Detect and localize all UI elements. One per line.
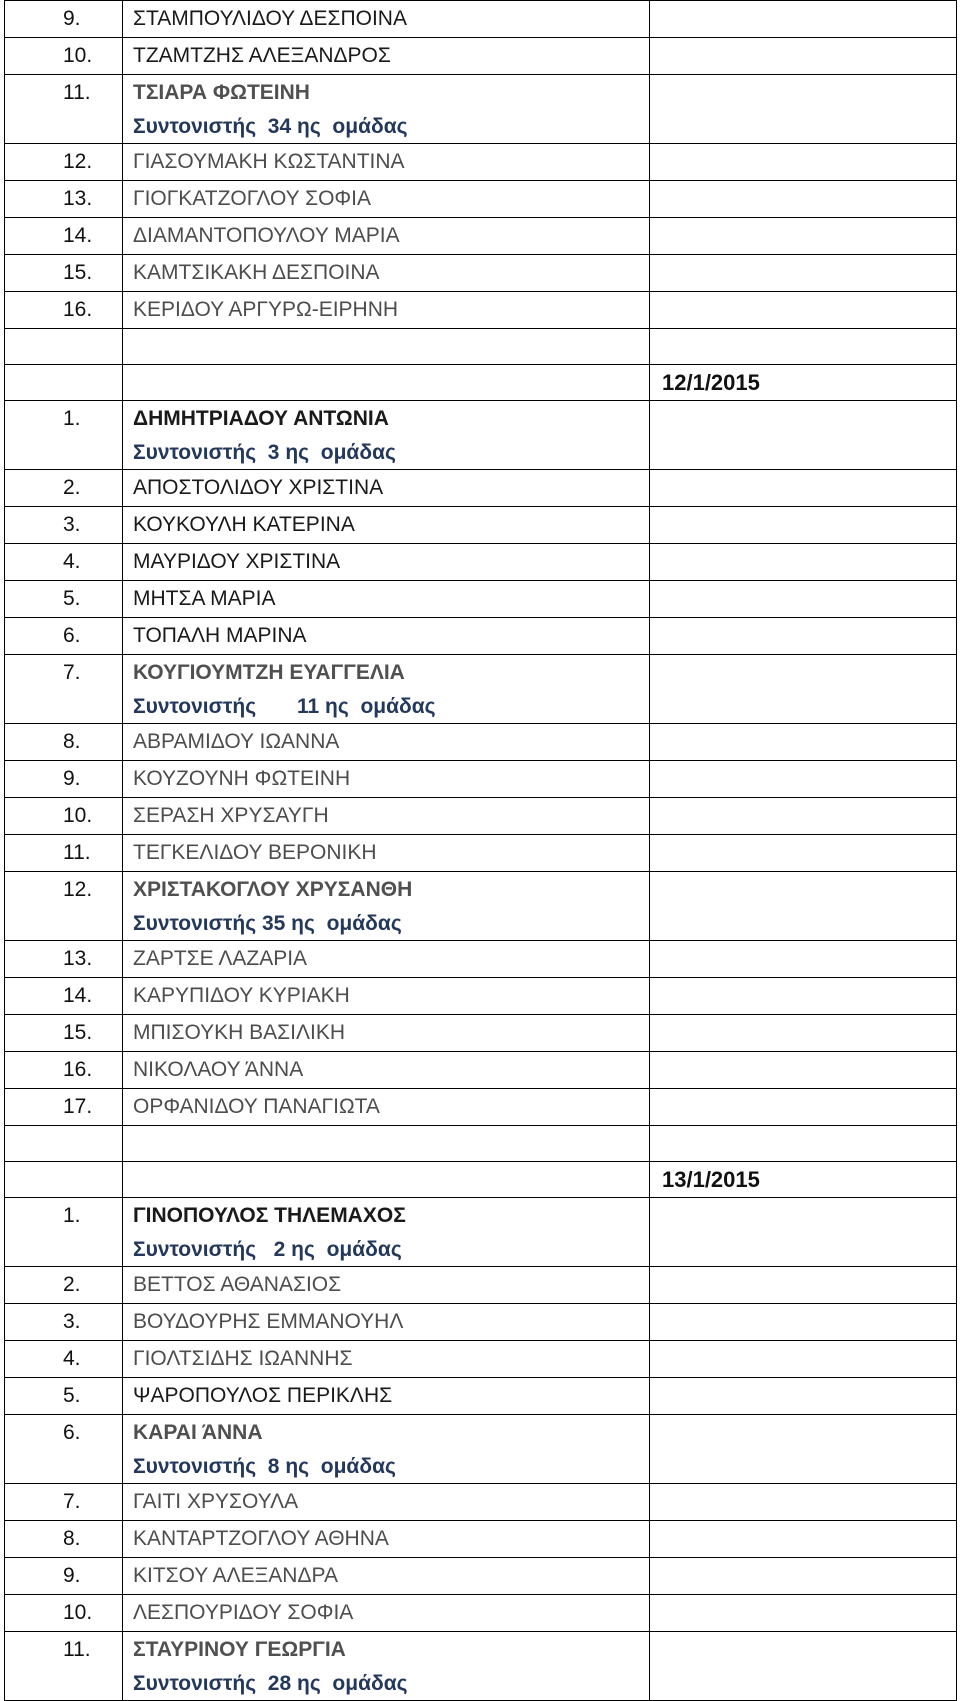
empty-cell xyxy=(650,1378,957,1415)
group-number: 34 xyxy=(267,115,292,138)
group-ordinal-suffix: ης xyxy=(285,1455,310,1478)
row-number: 2. xyxy=(5,1267,123,1304)
row-number: 7. xyxy=(5,655,123,724)
person-name: ΓΙΑΣΟΥΜΑΚΗ ΚΩΣΤΑΝΤΙΝΑ xyxy=(123,144,650,181)
member-row xyxy=(5,507,957,544)
empty-cell xyxy=(650,1484,957,1521)
spacer-row xyxy=(5,1126,957,1162)
row-number: 1. xyxy=(5,1198,123,1267)
empty-cell xyxy=(650,507,957,544)
coordinator-label xyxy=(133,908,649,940)
row-number: 16. xyxy=(5,292,123,329)
person-name: ΚΕΡΙΔΟΥ ΑΡΓΥΡΩ-ΕΙΡΗΝΗ xyxy=(123,292,650,329)
member-row xyxy=(5,544,957,581)
empty-cell xyxy=(650,1304,957,1341)
coordinator-label xyxy=(133,1451,649,1483)
member-row xyxy=(5,1,957,38)
person-name: ΓΙΝΟΠΟΥΛΟΣ ΤΗΛΕΜΑΧΟΣ xyxy=(133,1204,406,1227)
person-name: ΣΕΡΑΣΗ ΧΡΥΣΑΥΓΗ xyxy=(123,798,650,835)
member-row xyxy=(5,181,957,218)
member-row xyxy=(5,835,957,872)
row-number: 8. xyxy=(5,724,123,761)
row-number: 5. xyxy=(5,581,123,618)
empty-cell xyxy=(650,581,957,618)
row-number: 17. xyxy=(5,1089,123,1126)
empty-cell xyxy=(650,329,957,365)
group-ordinal-suffix: ης xyxy=(285,441,310,464)
coordinator-row xyxy=(5,1415,957,1484)
empty-cell xyxy=(650,255,957,292)
empty-cell xyxy=(650,1089,957,1126)
member-row xyxy=(5,292,957,329)
attendance-schedule-sheet xyxy=(4,0,957,1701)
person-name: ΑΒΡΑΜΙΔΟΥ ΙΩΑΝΝΑ xyxy=(123,724,650,761)
schedule-table xyxy=(4,0,957,1701)
group-word: ομάδας xyxy=(360,695,436,718)
person-name: ΧΡΙΣΤΑΚΟΓΛΟΥ ΧΡΥΣΑΝΘΗ xyxy=(133,878,413,901)
person-name: ΛΕΣΠΟΥΡΙΔΟΥ ΣΟΦΙΑ xyxy=(123,1595,650,1632)
coordinator-row xyxy=(5,1198,957,1267)
empty-cell xyxy=(650,618,957,655)
group-ordinal-suffix: ης xyxy=(325,695,349,718)
row-number: 11. xyxy=(5,1632,123,1701)
empty-cell xyxy=(650,181,957,218)
member-row xyxy=(5,581,957,618)
row-number: 12. xyxy=(5,144,123,181)
person-name: ΓΑΙΤΙ ΧΡΥΣΟΥΛΑ xyxy=(123,1484,650,1521)
empty-cell xyxy=(123,1126,650,1162)
empty-cell xyxy=(650,144,957,181)
group-number: 35 xyxy=(261,912,286,935)
member-row xyxy=(5,1521,957,1558)
empty-cell xyxy=(650,798,957,835)
empty-cell xyxy=(650,1521,957,1558)
coordinator-cell xyxy=(123,872,650,941)
row-number: 2. xyxy=(5,470,123,507)
empty-cell xyxy=(650,218,957,255)
coordinator-label xyxy=(133,1234,649,1266)
person-name: ΓΙΟΓΚΑΤΖΟΓΛΟΥ ΣΟΦΙΑ xyxy=(123,181,650,218)
person-name: ΚΑΡΑΙ ΆΝΝΑ xyxy=(133,1421,263,1444)
empty-cell xyxy=(5,1162,123,1198)
member-row xyxy=(5,941,957,978)
coordinator-role: Συντονιστής xyxy=(133,912,257,935)
empty-cell xyxy=(5,329,123,365)
group-number: 28 xyxy=(267,1672,292,1695)
empty-cell xyxy=(650,1,957,38)
group-ordinal-suffix: ης xyxy=(297,1672,321,1695)
coordinator-label xyxy=(133,691,649,723)
member-row xyxy=(5,1267,957,1304)
member-row xyxy=(5,144,957,181)
schedule-table-body xyxy=(5,1,957,1701)
row-number: 5. xyxy=(5,1378,123,1415)
member-row xyxy=(5,798,957,835)
row-number: 11. xyxy=(5,835,123,872)
coordinator-label xyxy=(133,437,649,469)
row-number: 13. xyxy=(5,941,123,978)
member-row xyxy=(5,470,957,507)
member-row xyxy=(5,618,957,655)
row-number: 6. xyxy=(5,1415,123,1484)
coordinator-row xyxy=(5,1632,957,1701)
empty-cell xyxy=(650,1126,957,1162)
empty-cell xyxy=(650,941,957,978)
coordinator-role: Συντονιστής xyxy=(133,1672,257,1695)
member-row xyxy=(5,218,957,255)
person-name: ΚΑΝΤΑΡΤΖΟΓΛΟΥ ΑΘΗΝΑ xyxy=(123,1521,650,1558)
group-number: 3 xyxy=(267,441,280,464)
row-number: 8. xyxy=(5,1521,123,1558)
empty-cell xyxy=(650,1052,957,1089)
member-row xyxy=(5,1089,957,1126)
session-date: 13/1/2015 xyxy=(650,1162,957,1198)
coordinator-label xyxy=(133,1668,649,1700)
person-name: ΚΑΜΤΣΙΚΑΚΗ ΔΕΣΠΟΙΝΑ xyxy=(123,255,650,292)
person-name: ΟΡΦΑΝΙΔΟΥ ΠΑΝΑΓΙΩΤΑ xyxy=(123,1089,650,1126)
row-number: 15. xyxy=(5,1015,123,1052)
person-name: ΤΟΠΑΛΗ ΜΑΡΙΝΑ xyxy=(123,618,650,655)
row-number: 9. xyxy=(5,761,123,798)
coordinator-cell xyxy=(123,1198,650,1267)
row-number: 10. xyxy=(5,1595,123,1632)
row-number: 1. xyxy=(5,401,123,470)
empty-cell xyxy=(650,75,957,144)
spacer-row xyxy=(5,329,957,365)
coordinator-role: Συντονιστής xyxy=(133,115,257,138)
row-number: 4. xyxy=(5,544,123,581)
empty-cell xyxy=(650,38,957,75)
row-number: 12. xyxy=(5,872,123,941)
empty-cell xyxy=(650,544,957,581)
person-name: ΚΟΥΖΟΥΝΗ ΦΩΤΕΙΝΗ xyxy=(123,761,650,798)
row-number: 10. xyxy=(5,798,123,835)
group-word: ομάδας xyxy=(326,912,402,935)
coordinator-role: Συντονιστής xyxy=(133,695,257,718)
empty-cell xyxy=(650,1632,957,1701)
empty-cell xyxy=(123,1162,650,1198)
person-name: ΚΟΥΚΟΥΛΗ ΚΑΤΕΡΙΝΑ xyxy=(123,507,650,544)
coordinator-row xyxy=(5,655,957,724)
coordinator-cell xyxy=(123,655,650,724)
coordinator-role: Συντονιστής xyxy=(133,1455,257,1478)
person-name: ΜΑΥΡΙΔΟΥ ΧΡΙΣΤΙΝΑ xyxy=(123,544,650,581)
row-number: 15. xyxy=(5,255,123,292)
coordinator-row xyxy=(5,872,957,941)
person-name: ΚΟΥΓΙΟΥΜΤΖΗ ΕΥΑΓΓΕΛΙΑ xyxy=(133,661,405,684)
coordinator-cell xyxy=(123,401,650,470)
coordinator-cell xyxy=(123,1415,650,1484)
row-number: 9. xyxy=(5,1558,123,1595)
person-name: ΒΟΥΔΟΥΡΗΣ ΕΜΜΑΝΟΥΗΛ xyxy=(123,1304,650,1341)
empty-cell xyxy=(650,292,957,329)
empty-cell xyxy=(650,1415,957,1484)
person-name: ΑΠΟΣΤΟΛΙΔΟΥ ΧΡΙΣΤΙΝΑ xyxy=(123,470,650,507)
session-date: 12/1/2015 xyxy=(650,365,957,401)
coordinator-label xyxy=(133,111,649,143)
member-row xyxy=(5,1015,957,1052)
empty-cell xyxy=(650,1267,957,1304)
coordinator-row xyxy=(5,75,957,144)
person-name: ΖΑΡΤΣΕ ΛΑΖΑΡΙΑ xyxy=(123,941,650,978)
empty-cell xyxy=(650,835,957,872)
row-number: 4. xyxy=(5,1341,123,1378)
empty-cell xyxy=(650,655,957,724)
group-ordinal-suffix: ης xyxy=(291,1238,315,1261)
coordinator-cell xyxy=(123,75,650,144)
coordinator-role: Συντονιστής xyxy=(133,441,257,464)
member-row xyxy=(5,1341,957,1378)
member-row xyxy=(5,978,957,1015)
empty-cell xyxy=(5,365,123,401)
member-row xyxy=(5,1595,957,1632)
member-row xyxy=(5,1304,957,1341)
empty-cell xyxy=(650,761,957,798)
person-name: ΔΗΜΗΤΡΙΑΔΟΥ ΑΝΤΩΝΙΑ xyxy=(133,407,389,430)
coordinator-role: Συντονιστής xyxy=(133,1238,257,1261)
empty-cell xyxy=(650,1341,957,1378)
coordinator-row xyxy=(5,401,957,470)
person-name: ΤΣΙΑΡΑ ΦΩΤΕΙΝΗ xyxy=(133,81,310,104)
person-name: ΚΙΤΣΟΥ ΑΛΕΞΑΝΔΡΑ xyxy=(123,1558,650,1595)
row-number: 6. xyxy=(5,618,123,655)
member-row xyxy=(5,1378,957,1415)
coordinator-cell xyxy=(123,1632,650,1701)
group-word: ομάδας xyxy=(332,115,408,138)
empty-cell xyxy=(650,1595,957,1632)
empty-cell xyxy=(123,329,650,365)
row-number: 11. xyxy=(5,75,123,144)
group-word: ομάδας xyxy=(320,1455,396,1478)
person-name: ΒΕΤΤΟΣ ΑΘΑΝΑΣΙΟΣ xyxy=(123,1267,650,1304)
member-row xyxy=(5,1484,957,1521)
empty-cell xyxy=(650,470,957,507)
row-number: 7. xyxy=(5,1484,123,1521)
empty-cell xyxy=(650,978,957,1015)
empty-cell xyxy=(650,1558,957,1595)
person-name: ΓΙΟΛΤΣΙΔΗΣ ΙΩΑΝΝΗΣ xyxy=(123,1341,650,1378)
empty-cell xyxy=(650,724,957,761)
row-number: 13. xyxy=(5,181,123,218)
empty-cell xyxy=(123,365,650,401)
group-ordinal-suffix: ης xyxy=(291,912,315,935)
person-name: ΣΤΑΥΡΙΝΟΥ ΓΕΩΡΓΙΑ xyxy=(133,1638,346,1661)
empty-cell xyxy=(5,1126,123,1162)
empty-cell xyxy=(650,401,957,470)
empty-cell xyxy=(650,872,957,941)
date-row xyxy=(5,1162,957,1198)
member-row xyxy=(5,1052,957,1089)
person-name: ΜΠΙΣΟΥΚΗ ΒΑΣΙΛΙΚΗ xyxy=(123,1015,650,1052)
person-name: ΚΑΡΥΠΙΔΟΥ ΚΥΡΙΑΚΗ xyxy=(123,978,650,1015)
person-name: ΔΙΑΜΑΝΤΟΠΟΥΛΟΥ ΜΑΡΙΑ xyxy=(123,218,650,255)
person-name: ΤΖΑΜΤΖΗΣ ΑΛΕΞΑΝΔΡΟΣ xyxy=(123,38,650,75)
person-name: ΤΕΓΚΕΛΙΔΟΥ ΒΕΡΟΝΙΚΗ xyxy=(123,835,650,872)
empty-cell xyxy=(650,1198,957,1267)
member-row xyxy=(5,255,957,292)
row-number: 14. xyxy=(5,978,123,1015)
row-number: 10. xyxy=(5,38,123,75)
person-name: ΝΙΚΟΛΑΟΥ ΆΝΝΑ xyxy=(123,1052,650,1089)
member-row xyxy=(5,724,957,761)
group-word: ομάδας xyxy=(332,1672,408,1695)
member-row xyxy=(5,1558,957,1595)
person-name: ΨΑΡΟΠΟΥΛΟΣ ΠΕΡΙΚΛΗΣ xyxy=(123,1378,650,1415)
row-number: 9. xyxy=(5,1,123,38)
person-name: ΣΤΑΜΠΟΥΛΙΔΟΥ ΔΕΣΠΟΙΝΑ xyxy=(123,1,650,38)
member-row xyxy=(5,38,957,75)
row-number: 16. xyxy=(5,1052,123,1089)
row-number: 14. xyxy=(5,218,123,255)
row-number: 3. xyxy=(5,1304,123,1341)
person-name: ΜΗΤΣΑ ΜΑΡΙΑ xyxy=(123,581,650,618)
date-row xyxy=(5,365,957,401)
group-word: ομάδας xyxy=(326,1238,402,1261)
row-number: 3. xyxy=(5,507,123,544)
member-row xyxy=(5,761,957,798)
empty-cell xyxy=(650,1015,957,1052)
group-ordinal-suffix: ης xyxy=(297,115,321,138)
group-number: 2 xyxy=(273,1238,286,1261)
group-number: 8 xyxy=(267,1455,280,1478)
group-number: 11 xyxy=(296,695,320,718)
group-word: ομάδας xyxy=(320,441,396,464)
